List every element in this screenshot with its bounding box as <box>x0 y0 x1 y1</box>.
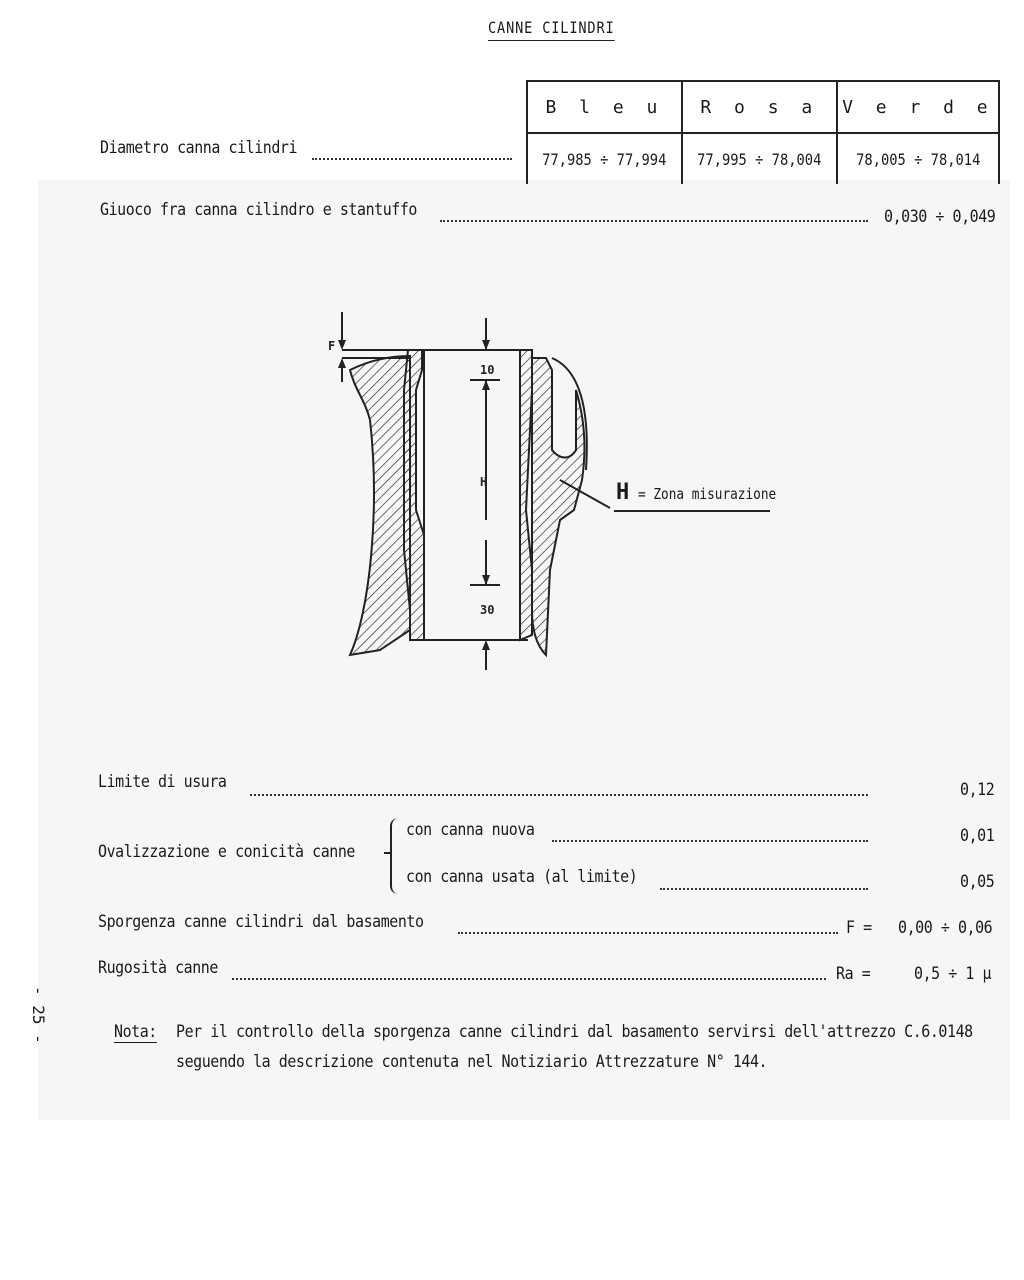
canna-usata-label: con canna usata (al limite) <box>406 867 638 887</box>
leader-dots <box>440 220 868 222</box>
sporgenza-symbol: F = <box>846 918 872 938</box>
drawing-legend <box>616 480 801 505</box>
legend-letter: H <box>616 480 630 505</box>
canna-nuova-value: 0,01 <box>960 826 995 846</box>
leader-dots <box>232 978 826 980</box>
diametro-label: Diametro canna cilindri <box>100 138 298 158</box>
sporgenza-value: 0,00 ÷ 0,06 <box>898 918 993 938</box>
canna-nuova-label: con canna nuova <box>406 820 535 840</box>
block-right-section <box>532 358 584 655</box>
leader-dots <box>250 794 868 796</box>
liner-right-wall <box>520 350 532 640</box>
grade-value-verde: 78,005 ÷ 78,014 <box>837 133 999 184</box>
ovalizzazione-label: Ovalizzazione e conicità canne <box>98 842 356 862</box>
leader-dots <box>458 932 838 934</box>
limite-label: Limite di usura <box>98 772 227 792</box>
note-line-2: seguendo la descrizione contenuta nel Notiziario Attrezzature N° 144. <box>176 1052 768 1072</box>
sporgenza-label: Sporgenza canne cilindri dal basamento <box>98 912 424 932</box>
limite-value: 0,12 <box>960 780 995 800</box>
canna-usata-value: 0,05 <box>960 872 995 892</box>
giuoco-label: Giuoco fra canna cilindro e stantuffo <box>100 200 417 220</box>
leader-dots <box>312 158 512 160</box>
dimension-f-label: F <box>328 339 336 353</box>
brace <box>390 818 402 894</box>
grade-value-bleu: 77,985 ÷ 77,994 <box>527 133 682 184</box>
leader-dots <box>552 840 868 842</box>
note-label: Nota: <box>114 1022 157 1042</box>
giuoco-value: 0,030 ÷ 0,049 <box>884 207 996 227</box>
section-title: CANNE CILINDRI <box>488 18 615 37</box>
note-line-1: Per il controllo della sporgenza canne cilindri dal basamento servirsi dell'attrezzo C.6.0148 <box>176 1022 973 1042</box>
grade-header-verde: V e r d e <box>837 81 999 133</box>
cylinder-grade-table <box>526 80 1000 184</box>
grade-header-rosa: R o s a <box>682 81 837 133</box>
grade-value-rosa: 77,995 ÷ 78,004 <box>682 133 837 184</box>
rugosita-value: 0,5 ÷ 1 µ <box>914 964 992 984</box>
dimension-bottom-label: 30 <box>480 603 495 617</box>
legend-text: = Zona misurazione <box>638 485 777 503</box>
dimension-top-label: 10 <box>480 363 495 377</box>
dimension-h-label: H <box>480 475 488 489</box>
block-left-section <box>350 356 410 655</box>
rugosita-symbol: Ra = <box>836 964 871 984</box>
leader-dots <box>660 888 868 890</box>
rugosita-label: Rugosità canne <box>98 958 218 978</box>
legend-underline <box>614 510 770 512</box>
page-number: - 25 - <box>29 986 48 1044</box>
grade-header-bleu: B l e u <box>527 81 682 133</box>
